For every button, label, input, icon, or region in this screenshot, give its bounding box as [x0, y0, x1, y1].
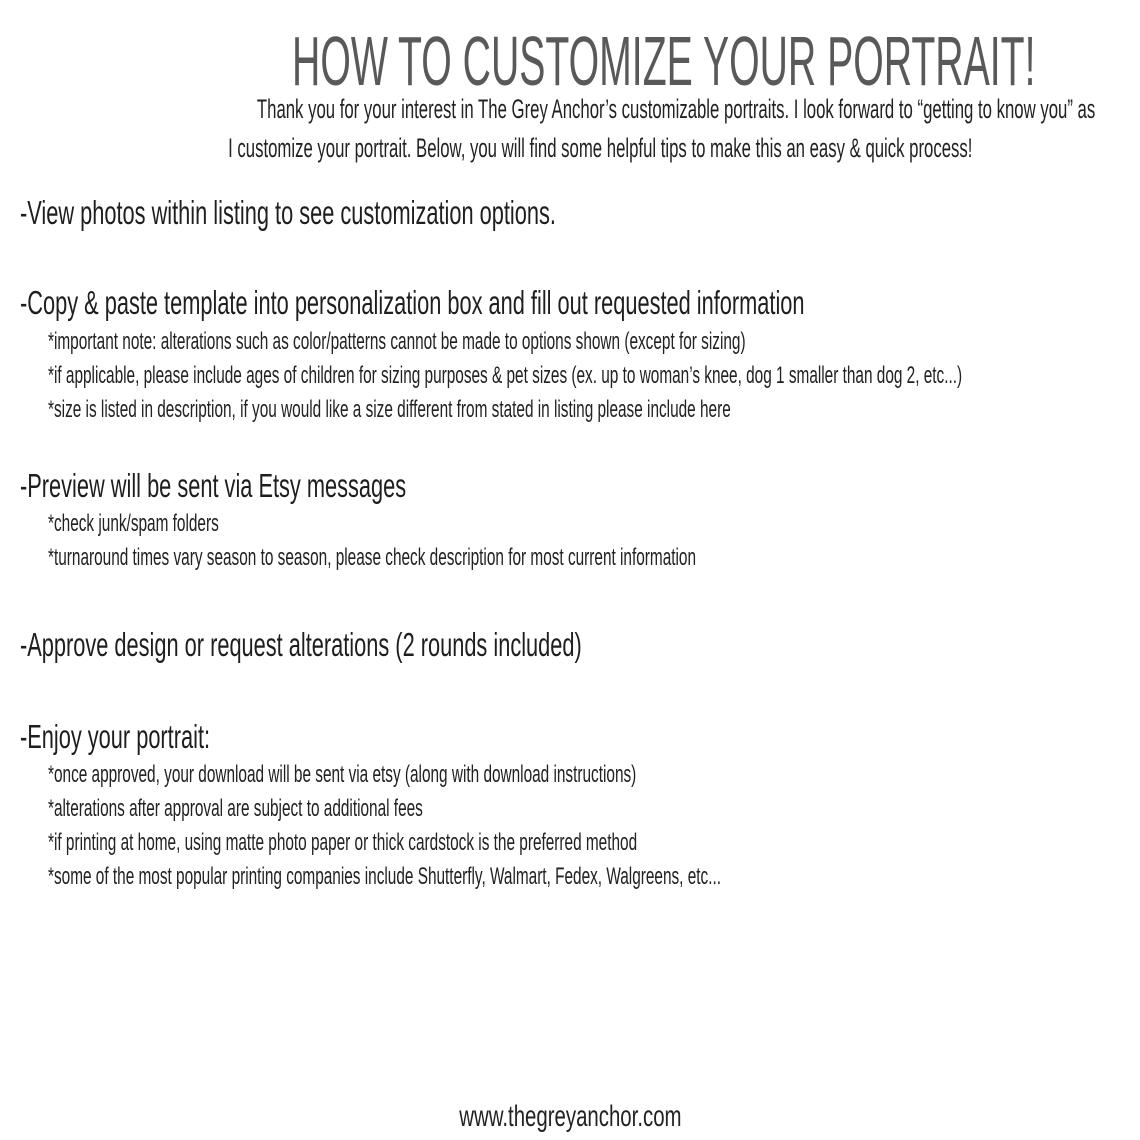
step-approve-heading: -Approve design or request alterations (2 rounds included) [20, 626, 582, 663]
step-enjoy-heading: -Enjoy your portrait: [20, 718, 211, 755]
step-preview-note: *turnaround times vary season to season, please check description for most current information [48, 544, 696, 571]
step-enjoy-note: *once approved, your download will be sent via etsy (along with download instructions) [48, 761, 637, 788]
page-title [0, 22, 1140, 100]
website-footer [0, 1100, 1140, 1134]
step-copy-template-note: *size is listed in description, if you would like a size different from stated in listing please include here [48, 396, 731, 423]
intro-line-2: I customize your portrait. Below, you will find some helpful tips to make this an easy & quick process! [228, 133, 973, 163]
step-copy-template-heading: -Copy & paste template into personalization box and fill out requested information [20, 284, 805, 321]
step-preview-note: *check junk/spam folders [48, 510, 219, 537]
step-view-photos-heading: -View photos within listing to see customization options. [20, 194, 556, 231]
page-title-text: HOW TO CUSTOMIZE YOUR PORTRAIT! [292, 22, 1036, 100]
intro-line-1: Thank you for your interest in The Grey Anchor’s customizable portraits. I look forward to “getting to know you” as [256, 94, 1096, 124]
step-copy-template-note: *important note: alterations such as color/patterns cannot be made to options shown (except for sizing) [48, 328, 746, 355]
website-url: www.thegreyanchor.com [458, 1100, 682, 1133]
step-copy-template-note: *if applicable, please include ages of children for sizing purposes & pet sizes (ex. up to woman’s knee, dog 1 smaller than dog 2, etc...) [48, 362, 963, 389]
step-enjoy-note: *if printing at home, using matte photo paper or thick cardstock is the preferred method [48, 829, 638, 856]
step-enjoy-note: *some of the most popular printing companies include Shutterfly, Walmart, Fedex, Walgreens, etc... [48, 863, 722, 890]
step-enjoy-note: *alterations after approval are subject to additional fees [48, 795, 423, 822]
step-preview-heading: -Preview will be sent via Etsy messages [20, 467, 407, 504]
